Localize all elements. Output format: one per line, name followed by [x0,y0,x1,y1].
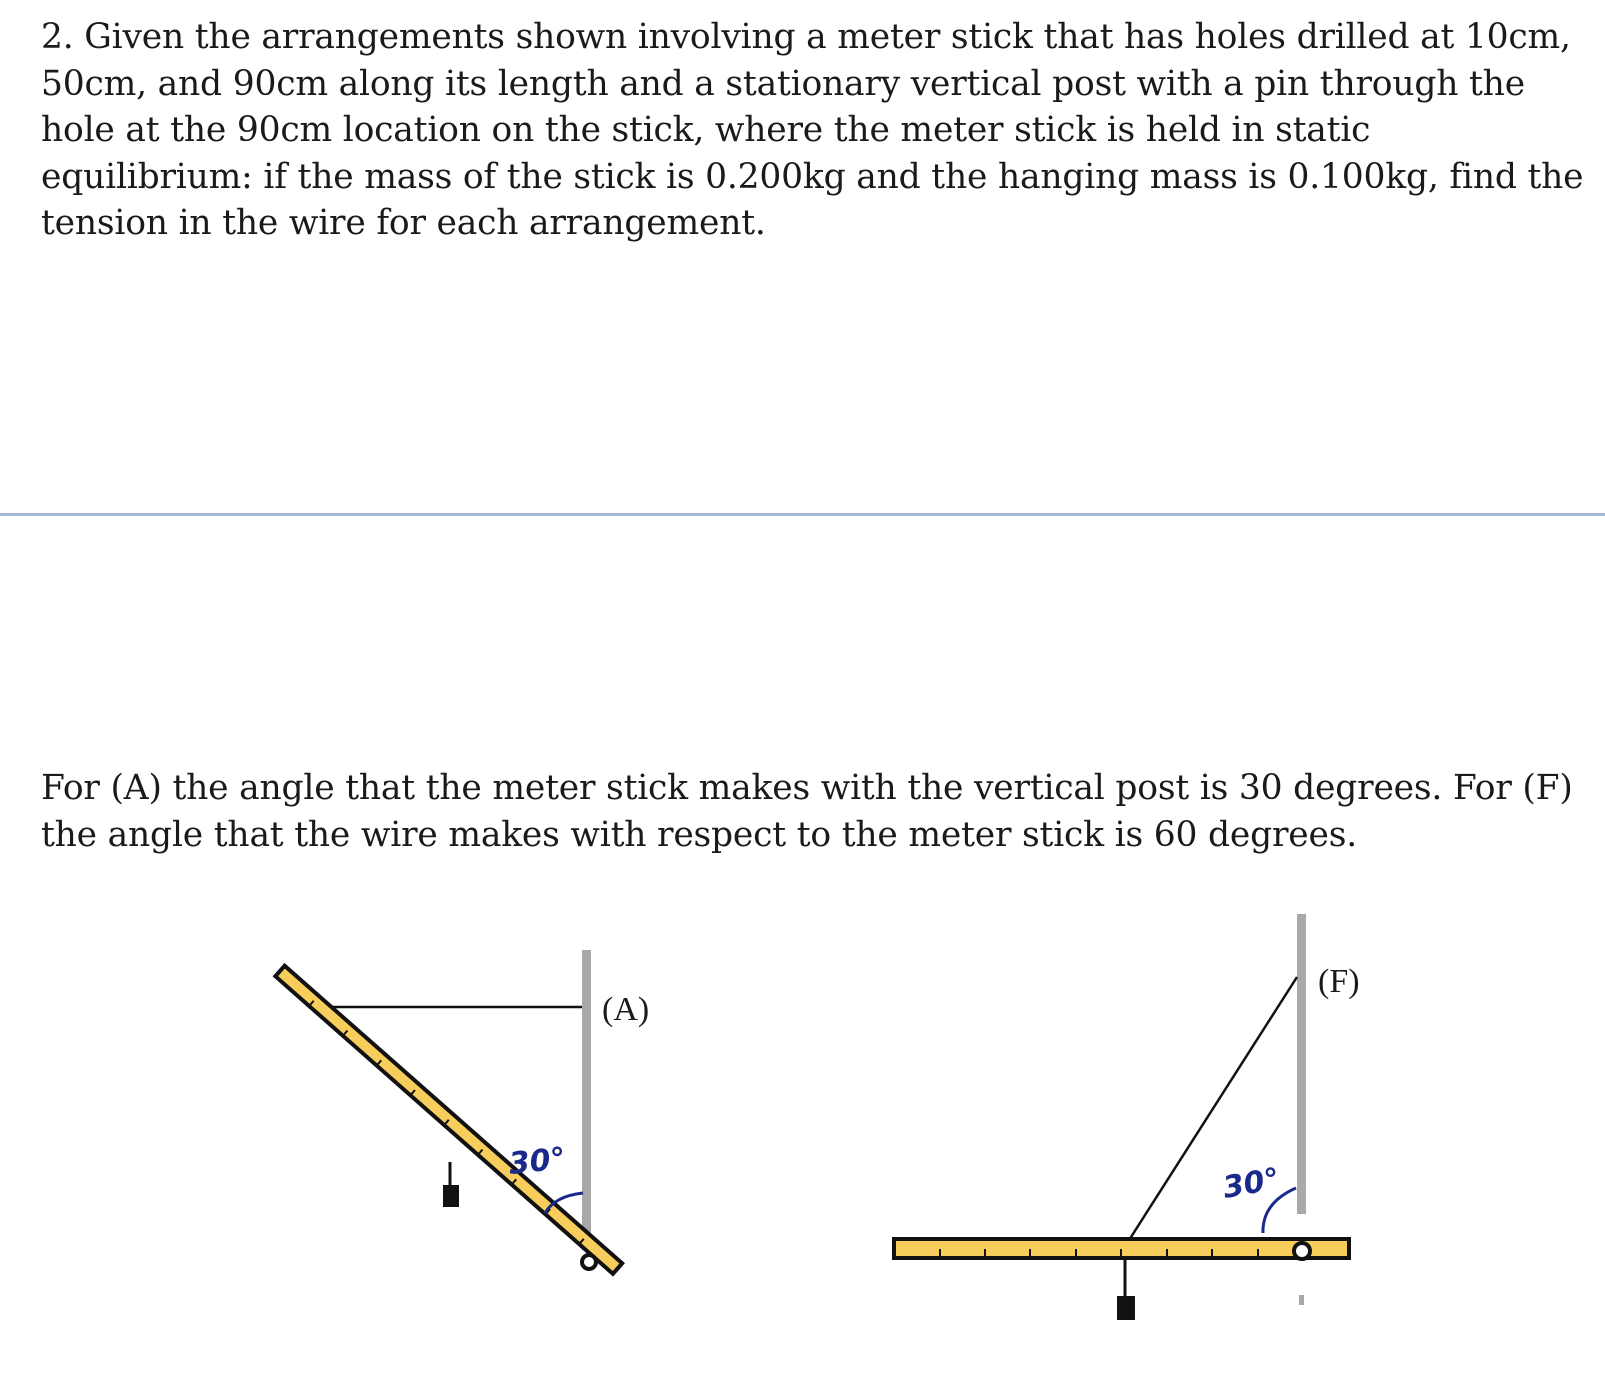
figure-a-vertical-post [582,950,591,1250]
figure-f [894,914,1360,1320]
section-divider [0,513,1605,516]
figure-f-label: (F) [1318,963,1360,1000]
figure-a-label: (A) [602,991,650,1028]
figure-f-hanging-mass [1117,1296,1135,1320]
figure-f-post-stub [1299,1295,1304,1305]
figure-a-meter-stick [275,966,622,1274]
figure-f-meter-stick [894,1239,1349,1258]
angle-description: For (A) the angle that the meter stick makes with the vertical post is 30 degrees. For (F) the angle that the wire makes with respect to the meter stick is 60 degrees. [41,768,1573,855]
problem-statement: 2. Given the arrangements shown involving a meter stick that has holes drilled at 10cm, 50cm, and 90cm along its length and a stationary vertical post with a pin through the hole at the 90cm location on the stick, where the meter stick is held in static equilibrium: if the mass of the stick is 0.200kg and the hanging mass is 0.100kg, find the tension in the wire for each arrangement. [41,17,1584,243]
figure-a-hanging-mass [443,1185,459,1207]
figure-f-vertical-post [1297,914,1306,1214]
figure-f-angle-mark: 30° [1220,1161,1283,1206]
figure-a-pivot-pin [582,1255,596,1269]
figure-a [275,950,649,1274]
figure-a-angle-mark: 30° [507,1141,568,1182]
arrangement-diagrams [0,900,1605,1389]
figure-f-pivot-pin [1294,1243,1310,1259]
